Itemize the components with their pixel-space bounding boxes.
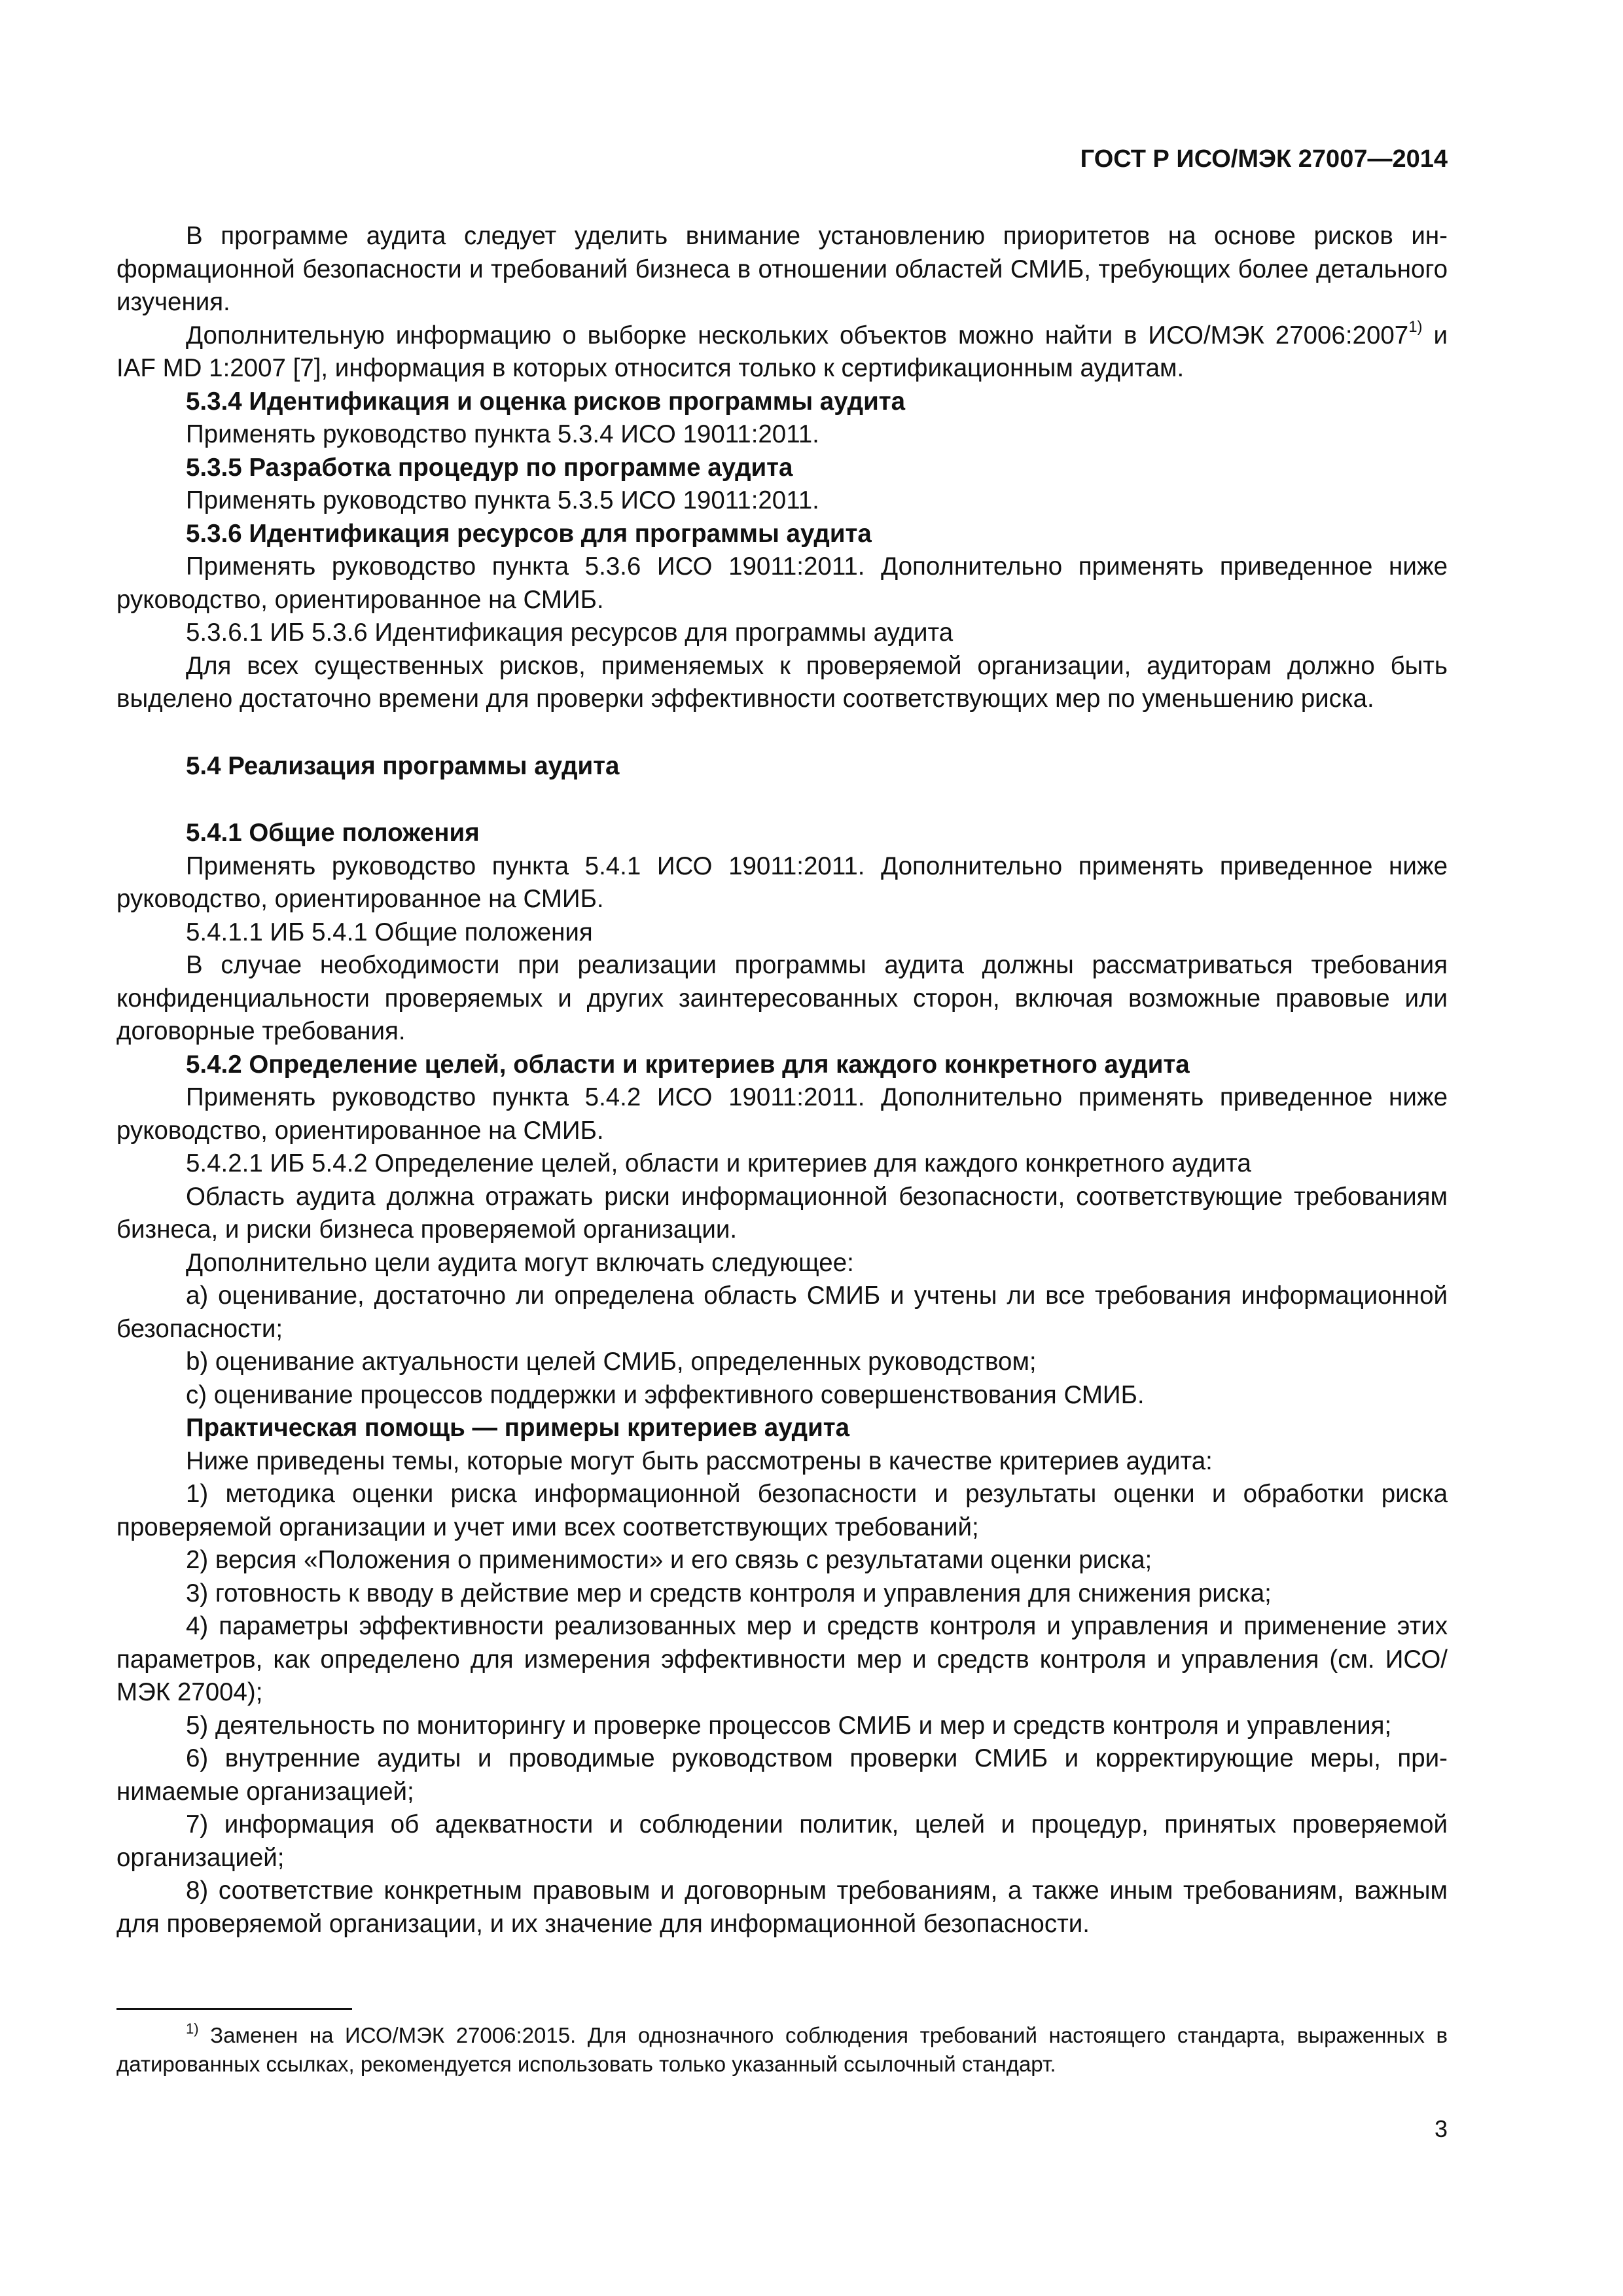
paragraph: Для всех существенных рисков, применяемых к проверяемой организации, аудиторам должно быть выделено достаточно времени для проверки эффективности соответствующих мер по уменьшению риска. [116, 651, 1448, 713]
list-item: 5) деятельность по мониторингу и проверке процессов СМИБ и мер и средств контроля и управления; [186, 1711, 1392, 1740]
paragraph-text-continued: и IAF MD 1:2007 [7], информация в которых относится только к сертификационным аудитам. [116, 321, 1448, 382]
document-header: ГОСТ Р ИСО/МЭК 27007—2014 [1080, 145, 1448, 173]
footnote [116, 2021, 1448, 2079]
list-item: b) оценивание актуальности целей СМИБ, определенных руководством; [186, 1348, 1037, 1376]
list-item: 6) внутренние аудиты и проводимые руководством проверки СМИБ и корректирующие меры, принимаемые организацией; [116, 1744, 1448, 1806]
paragraph: Область аудита должна отражать риски информационной безопасности, соответствующие требованиям бизнеса, и риски бизнеса проверяемой организации. [116, 1182, 1448, 1244]
paragraph: В программе аудита следует уделить внимание установлению приоритетов на основе рисков информационной безопасности и требований бизнеса в отношении областей СМИБ, требующих более детального изучения. [116, 222, 1448, 316]
subsection-title-5-4-1-1: 5.4.1.1 ИБ 5.4.1 Общие положения [186, 918, 593, 946]
section-heading-5-3-4: 5.3.4 Идентификация и оценка рисков программы аудита [186, 387, 906, 416]
list-item: 4) параметры эффективности реализованных мер и средств контроля и управления и применение этих параметров, как определено для измерения эффективности мер и средств контроля и управления (см. ИСО/МЭК 27004); [116, 1612, 1448, 1706]
paragraph: Применять руководство пункта 5.4.1 ИСО 19011:2011. Дополнительно применять приведенное ниже руководство, ориентированное на СМИБ. [116, 852, 1448, 913]
paragraph: Применять руководство пункта 5.3.6 ИСО 19011:2011. Дополнительно применять приведенное ниже руководство, ориентированное на СМИБ. [116, 552, 1448, 614]
list-item: 3) готовность к вводу в действие мер и средств контроля и управления для снижения риска; [186, 1579, 1272, 1607]
page-number: 3 [1434, 2115, 1448, 2142]
section-heading-5-4-1: 5.4.1 Общие положения [186, 819, 480, 847]
paragraph-with-footnote-ref [116, 319, 1448, 386]
footnote-body: Заменен на ИСО/МЭК 27006:2015. Для однозначного соблюдения требований настоящего стандарта, выраженных в датированных ссылках, рекомендуется использовать только указанный ссылочный стандарт. [116, 2023, 1448, 2076]
subsection-title-5-3-6-1: 5.3.6.1 ИБ 5.3.6 Идентификация ресурсов для программы аудита [186, 619, 954, 647]
list-item: а) оценивание, достаточно ли определена область СМИБ и учтены ли все требования информационной безопасности; [116, 1282, 1448, 1343]
footnote-marker: 1) [186, 2020, 199, 2037]
paragraph: В случае необходимости при реализации программы аудита должны рассматриваться требования конфиденциальности проверяемых и других заинтересованных сторон, включая возможные правовые или договорные требования. [116, 951, 1448, 1045]
list-item: 2) версия «Положения о применимости» и его связь с результатами оценки риска; [186, 1546, 1152, 1574]
section-heading-5-4-2: 5.4.2 Определение целей, области и критериев для каждого конкретного аудита [186, 1050, 1190, 1079]
list-item: 1) методика оценки риска информационной безопасности и результаты оценки и обработки риска проверяемой организации и учет ими всех соответствующих требований; [116, 1480, 1448, 1541]
paragraph: Применять руководство пункта 5.3.5 ИСО 19011:2011. [186, 486, 819, 514]
paragraph: Применять руководство пункта 5.3.4 ИСО 19011:2011. [186, 420, 819, 448]
practical-help-heading: Практическая помощь — примеры критериев аудита [186, 1414, 850, 1442]
paragraph: Дополнительно цели аудита могут включать следующее: [186, 1248, 854, 1277]
footnote-divider [116, 2008, 352, 2010]
document-body [116, 220, 1448, 1941]
section-heading-5-3-6: 5.3.6 Идентификация ресурсов для программы аудита [186, 519, 872, 548]
footnote-reference: 1) [1408, 317, 1423, 336]
list-item: 8) соответствие конкретным правовым и договорным требованиям, а также иным требованиям, важным для проверяемой организации, и их значение для информационной безопасности. [116, 1876, 1448, 1938]
paragraph: Ниже приведены темы, которые могут быть рассмотрены в качестве критериев аудита: [186, 1446, 1213, 1475]
paragraph: Применять руководство пункта 5.4.2 ИСО 19011:2011. Дополнительно применять приведенное ниже руководство, ориентированное на СМИБ. [116, 1083, 1448, 1145]
section-heading-5-4: 5.4 Реализация программы аудита [186, 751, 620, 780]
list-item: 7) информация об адекватности и соблюдении политик, целей и процедур, принятых проверяемой организацией; [116, 1810, 1448, 1872]
footnote-text [116, 2021, 1448, 2079]
subsection-title-5-4-2-1: 5.4.2.1 ИБ 5.4.2 Определение целей, области и критериев для каждого конкретного аудита [186, 1149, 1251, 1177]
section-heading-5-3-5: 5.3.5 Разработка процедур по программе аудита [186, 453, 793, 482]
list-item: с) оценивание процессов поддержки и эффективного совершенствования СМИБ. [186, 1380, 1145, 1409]
paragraph-text: Дополнительную информацию о выборке нескольких объектов можно найти в ИСО/МЭК 27006:2007 [186, 321, 1409, 350]
